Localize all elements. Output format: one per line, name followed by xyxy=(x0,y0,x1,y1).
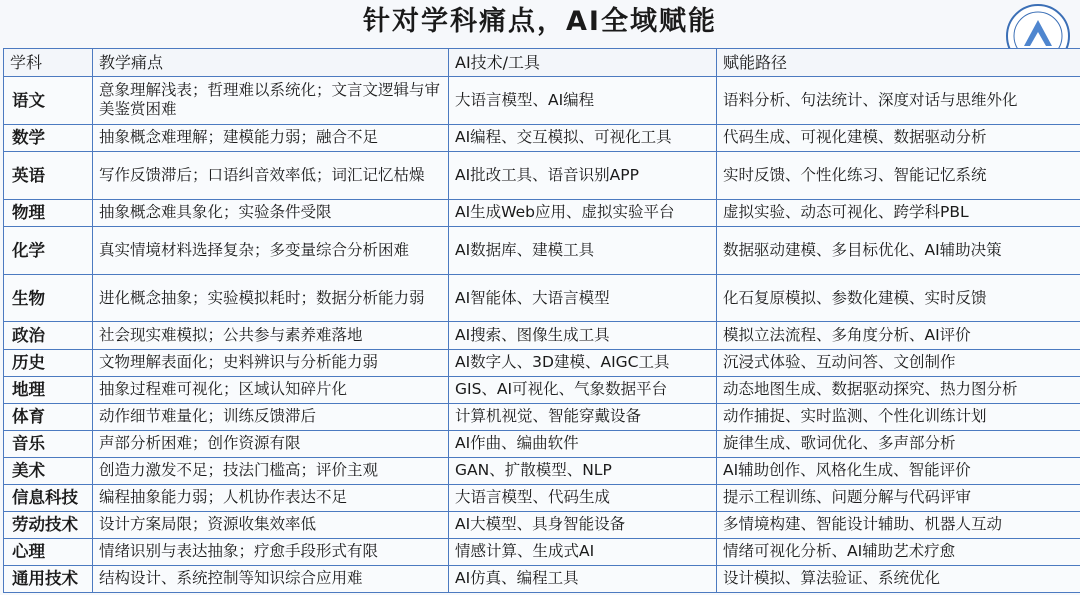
row-ai-tools: GIS、AI可视化、气象数据平台 xyxy=(449,376,717,403)
row-empowerment-path: 设计模拟、算法验证、系统优化 xyxy=(717,565,1080,592)
row-empowerment-path: 语料分析、句法统计、深度对话与思维外化 xyxy=(717,77,1080,125)
row-pain-points: 创造力激发不足；技法门槛高；评价主观 xyxy=(93,457,449,484)
table-header-row xyxy=(4,49,1080,77)
row-pain-points: 进化概念抽象；实验模拟耗时；数据分析能力弱 xyxy=(93,274,449,322)
row-pain-points: 设计方案局限；资源收集效率低 xyxy=(93,511,449,538)
table-row xyxy=(4,403,1080,430)
row-pain-points: 声部分析困难；创作资源有限 xyxy=(93,430,449,457)
table-row xyxy=(4,565,1080,592)
page-title: 针对学科痛点，AI全域赋能 xyxy=(363,6,717,37)
row-pain-points: 动作细节难量化；训练反馈滞后 xyxy=(93,403,449,430)
row-empowerment-path: 旋律生成、歌词优化、多声部分析 xyxy=(717,430,1080,457)
row-ai-tools: AI大模型、具身智能设备 xyxy=(449,511,717,538)
row-subject: 数学 xyxy=(4,124,93,151)
table-row xyxy=(4,322,1080,349)
row-empowerment-path: 动作捕捉、实时监测、个性化训练计划 xyxy=(717,403,1080,430)
row-ai-tools: AI数据库、建模工具 xyxy=(449,226,717,274)
row-empowerment-path: 动态地图生成、数据驱动探究、热力图分析 xyxy=(717,376,1080,403)
row-subject: 物理 xyxy=(4,199,93,226)
table-row xyxy=(4,226,1080,274)
row-subject: 历史 xyxy=(4,349,93,376)
row-subject: 体育 xyxy=(4,403,93,430)
row-ai-tools: AI仿真、编程工具 xyxy=(449,565,717,592)
row-subject: 音乐 xyxy=(4,430,93,457)
table-row xyxy=(4,430,1080,457)
row-subject: 语文 xyxy=(4,77,93,125)
row-ai-tools: 大语言模型、代码生成 xyxy=(449,484,717,511)
table-row xyxy=(4,538,1080,565)
table-row xyxy=(4,349,1080,376)
row-ai-tools: AI生成Web应用、虚拟实验平台 xyxy=(449,199,717,226)
row-ai-tools: AI批改工具、语音识别APP xyxy=(449,151,717,199)
row-ai-tools: 情感计算、生成式AI xyxy=(449,538,717,565)
row-empowerment-path: 虚拟实验、动态可视化、跨学科PBL xyxy=(717,199,1080,226)
row-pain-points: 编程抽象能力弱；人机协作表达不足 xyxy=(93,484,449,511)
row-pain-points: 社会现实难模拟；公共参与素养难落地 xyxy=(93,322,449,349)
row-pain-points: 结构设计、系统控制等知识综合应用难 xyxy=(93,565,449,592)
header-ai-tools: AI技术/工具 xyxy=(449,49,717,77)
row-ai-tools: AI编程、交互模拟、可视化工具 xyxy=(449,124,717,151)
row-subject: 信息科技 xyxy=(4,484,93,511)
row-ai-tools: GAN、扩散模型、NLP xyxy=(449,457,717,484)
row-subject: 英语 xyxy=(4,151,93,199)
row-subject: 政治 xyxy=(4,322,93,349)
row-pain-points: 抽象概念难具象化；实验条件受限 xyxy=(93,199,449,226)
row-subject: 地理 xyxy=(4,376,93,403)
header-empowerment-path: 赋能路径 xyxy=(717,49,1080,77)
row-empowerment-path: 情绪可视化分析、AI辅助艺术疗愈 xyxy=(717,538,1080,565)
row-empowerment-path: 实时反馈、个性化练习、智能记忆系统 xyxy=(717,151,1080,199)
table-row xyxy=(4,457,1080,484)
row-empowerment-path: 代码生成、可视化建模、数据驱动分析 xyxy=(717,124,1080,151)
subject-table xyxy=(3,48,1080,593)
row-pain-points: 情绪识别与表达抽象；疗愈手段形式有限 xyxy=(93,538,449,565)
row-ai-tools: AI搜索、图像生成工具 xyxy=(449,322,717,349)
row-empowerment-path: 数据驱动建模、多目标优化、AI辅助决策 xyxy=(717,226,1080,274)
row-empowerment-path: 多情境构建、智能设计辅助、机器人互动 xyxy=(717,511,1080,538)
row-empowerment-path: 提示工程训练、问题分解与代码评审 xyxy=(717,484,1080,511)
row-empowerment-path: 沉浸式体验、互动问答、文创制作 xyxy=(717,349,1080,376)
row-ai-tools: AI作曲、编曲软件 xyxy=(449,430,717,457)
row-empowerment-path: 模拟立法流程、多角度分析、AI评价 xyxy=(717,322,1080,349)
table-row xyxy=(4,511,1080,538)
table-row xyxy=(4,151,1080,199)
row-pain-points: 写作反馈滞后；口语纠音效率低；词汇记忆枯燥 xyxy=(93,151,449,199)
table-row xyxy=(4,376,1080,403)
header-pain-points: 教学痛点 xyxy=(93,49,449,77)
table-row xyxy=(4,484,1080,511)
header-subject: 学科 xyxy=(4,49,93,77)
row-ai-tools: AI数字人、3D建模、AIGC工具 xyxy=(449,349,717,376)
table-row xyxy=(4,199,1080,226)
row-subject: 劳动技术 xyxy=(4,511,93,538)
table-row xyxy=(4,77,1080,125)
row-pain-points: 抽象过程难可视化；区域认知碎片化 xyxy=(93,376,449,403)
table-row xyxy=(4,124,1080,151)
row-subject: 心理 xyxy=(4,538,93,565)
table-row xyxy=(4,274,1080,322)
row-ai-tools: 计算机视觉、智能穿戴设备 xyxy=(449,403,717,430)
row-subject: 生物 xyxy=(4,274,93,322)
row-pain-points: 文物理解表面化；史料辨识与分析能力弱 xyxy=(93,349,449,376)
row-ai-tools: 大语言模型、AI编程 xyxy=(449,77,717,125)
row-pain-points: 真实情境材料选择复杂；多变量综合分析困难 xyxy=(93,226,449,274)
row-subject: 通用技术 xyxy=(4,565,93,592)
row-empowerment-path: AI辅助创作、风格化生成、智能评价 xyxy=(717,457,1080,484)
row-empowerment-path: 化石复原模拟、参数化建模、实时反馈 xyxy=(717,274,1080,322)
row-pain-points: 抽象概念难理解；建模能力弱；融合不足 xyxy=(93,124,449,151)
row-ai-tools: AI智能体、大语言模型 xyxy=(449,274,717,322)
row-subject: 美术 xyxy=(4,457,93,484)
row-subject: 化学 xyxy=(4,226,93,274)
row-pain-points: 意象理解浅表；哲理难以系统化；文言文逻辑与审美鉴赏困难 xyxy=(93,77,449,125)
